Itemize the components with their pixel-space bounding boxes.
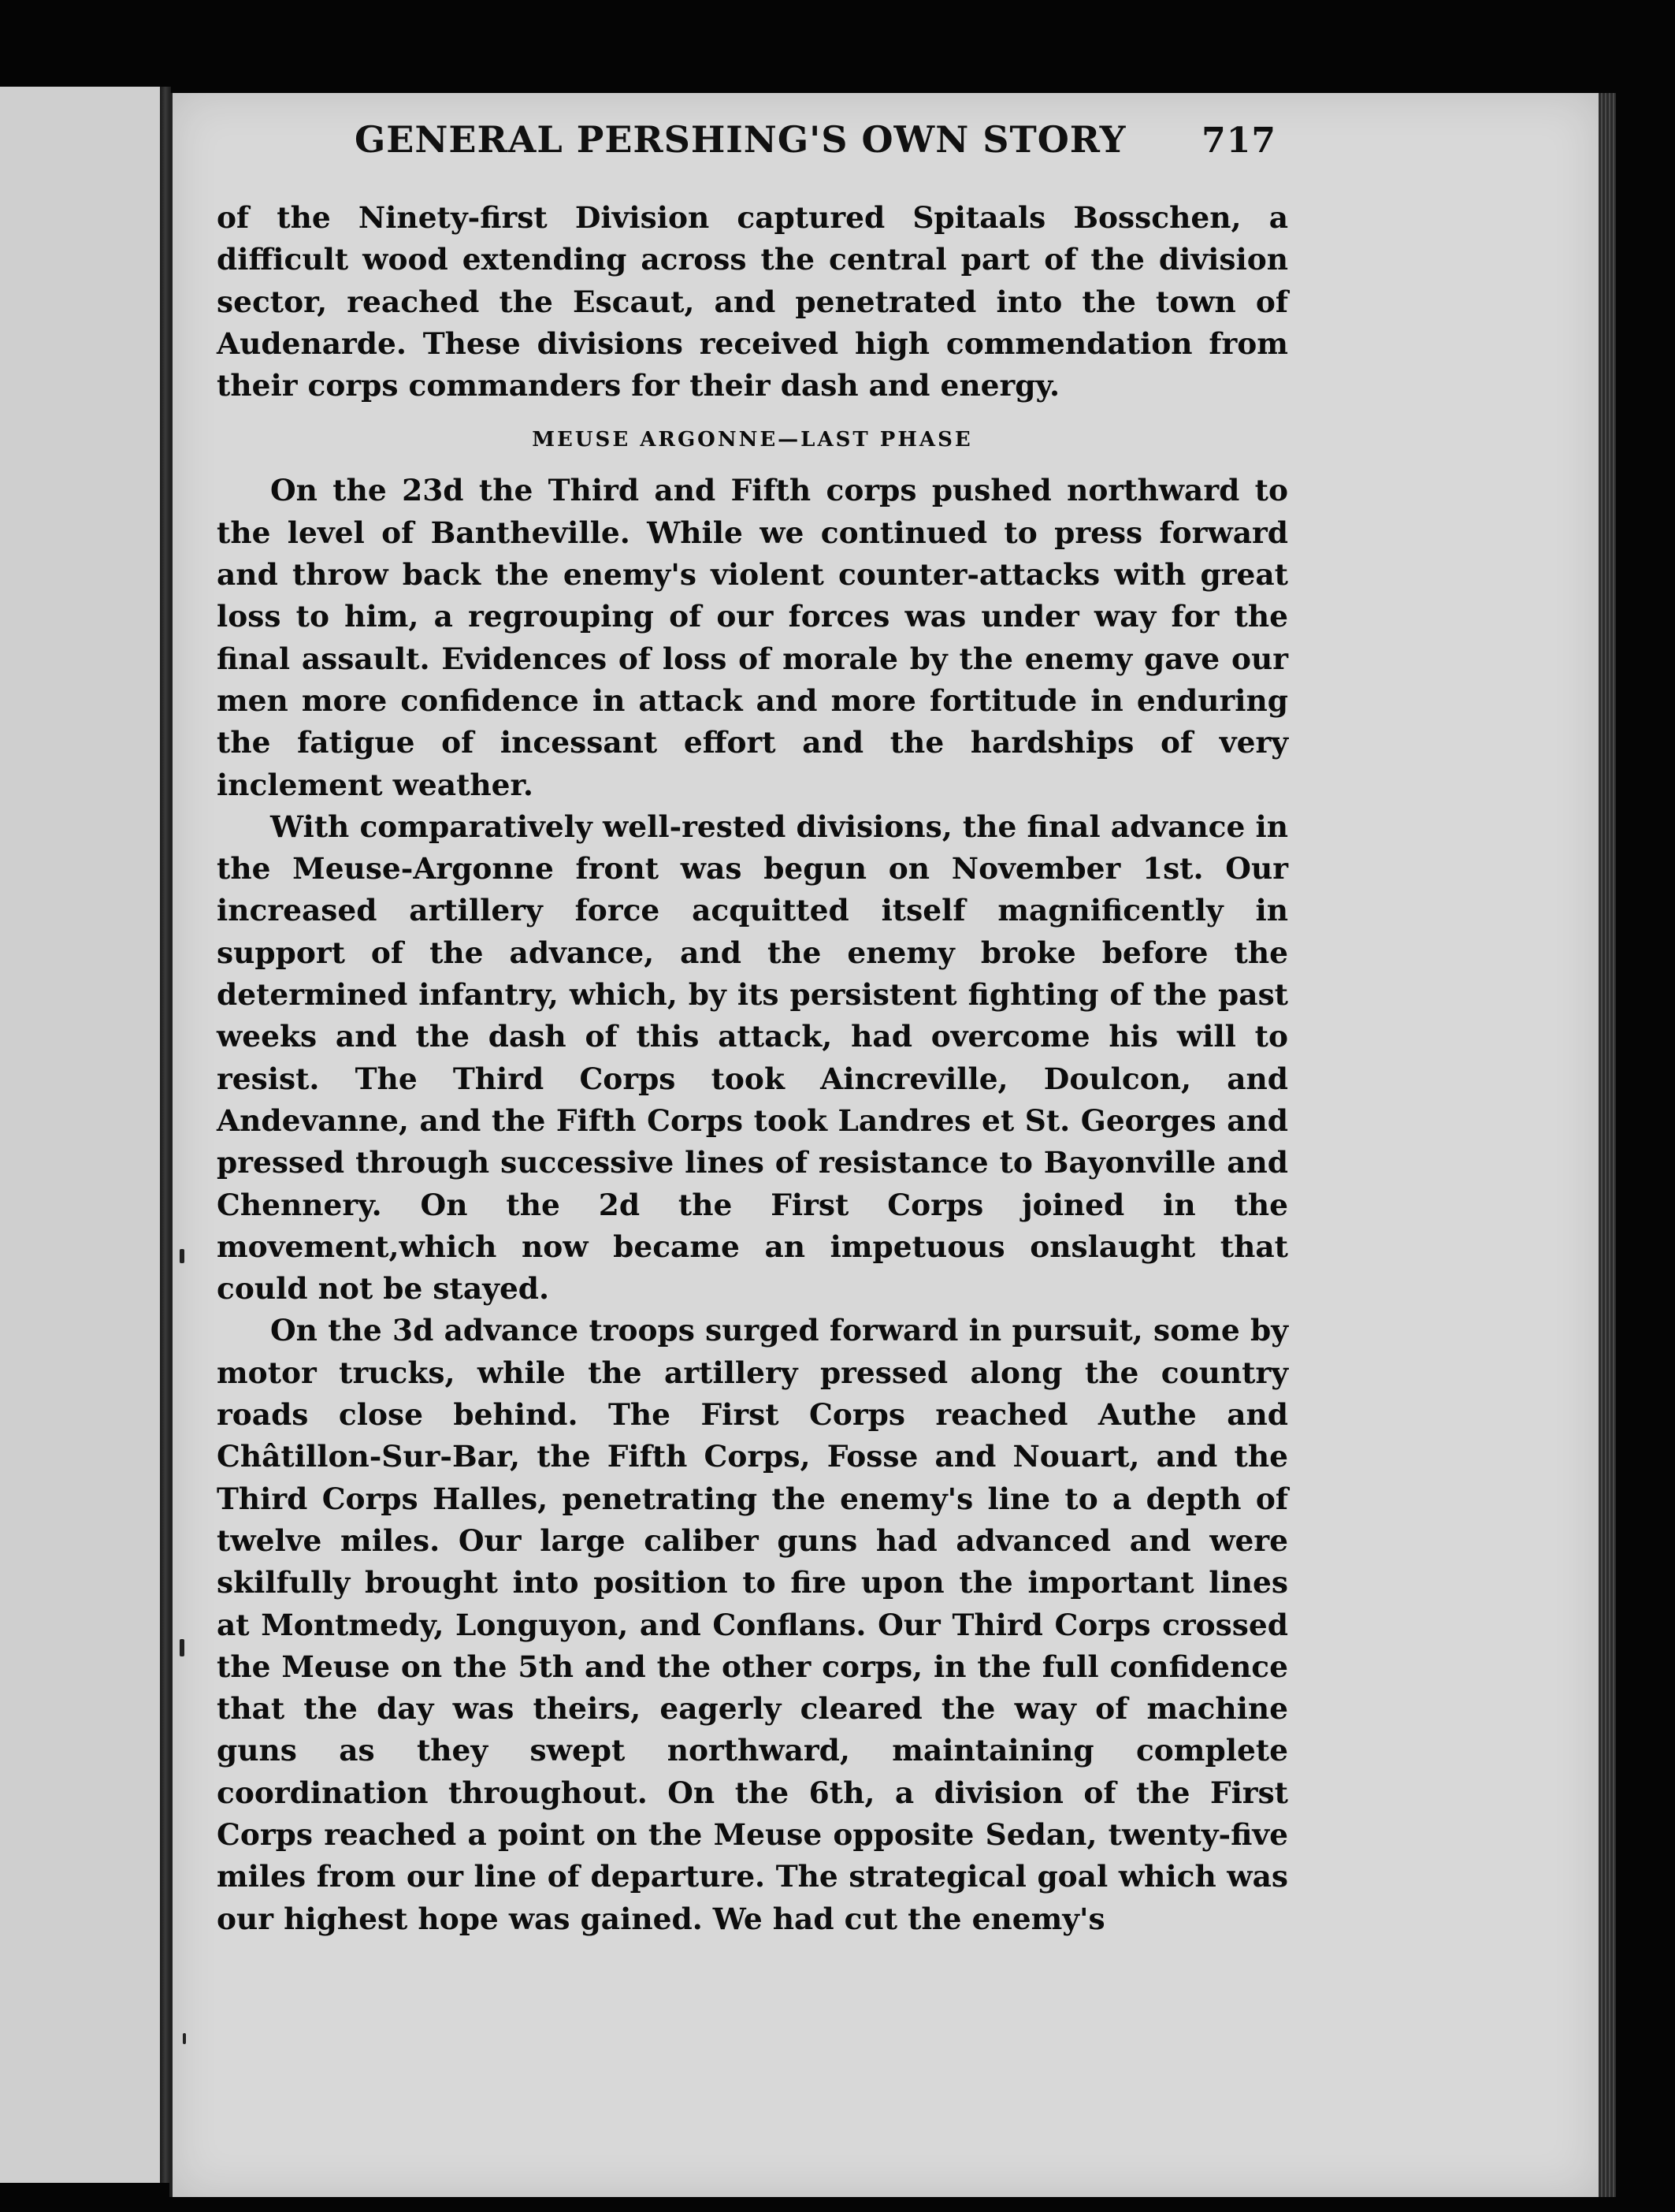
left-facing-page xyxy=(0,87,164,2183)
margin-mark xyxy=(180,1639,184,1656)
body-text xyxy=(217,197,1288,1940)
page-number: 717 xyxy=(1201,121,1276,161)
page-edge-stack xyxy=(1599,93,1616,2197)
paragraph-continuation: of the Ninety-first Division captured Spitaals Bosschen, a difficult wood extending across the central part of the division sector, reached the Escaut, and penetrated into the town of Audenarde. These divisions received high commendation from their corps commanders for their dash and energy. xyxy=(217,200,1288,403)
running-head-title: GENERAL PERSHING'S OWN STORY xyxy=(355,118,1127,161)
margin-mark xyxy=(180,1249,184,1263)
paragraph: On the 3d advance troops surged forward in pursuit, some by motor trucks, while the artillery pressed along the country roads close behind. The First Corps reached Authe and Châtillon-Sur-Bar, the Fifth Corps, Fosse and Nouart, and the Third Corps Halles, penetrating the enemy's line to a depth of twelve miles. Our large caliber guns had advanced and were skilfully brought into position to fire upon the important lines at Montmedy, Longuyon, and Conflans. Our Third Corps crossed the Meuse on the 5th and the other corps, in the full confidence that the day was theirs, eagerly cleared the way of machine guns as they swept northward, maintaining complete coordination throughout. On the 6th, a division of the First Corps reached a point on the Meuse opposite Sedan, twenty-five miles from our line of departure. The strategical goal which was our highest hope was gained. We had cut the enemy's xyxy=(217,1313,1288,1936)
margin-mark xyxy=(183,2033,186,2044)
paragraph: With comparatively well-rested divisions, the final advance in the Meuse-Argonne front was begun on November 1st. Our increased artillery force acquitted itself magnificently in support of the advance, and the enemy broke before the determined infantry, which, by its persistent fighting of the past weeks and the dash of this attack, had overcome his will to resist. The Third Corps took Aincreville, Doulcon, and Andevanne, and the Fifth Corps took Landres et St. Georges and pressed through successive lines of resistance to Bayonville and Chennery. On the 2d the First Corps joined in the movement,which now became an impetuous onslaught that could not be stayed. xyxy=(217,809,1288,1307)
paragraph: On the 23d the Third and Fifth corps pushed northward to the level of Bantheville. While we continued to press forward and throw back the enemy's violent counter-attacks with great loss to him, a regrouping of our forces was under way for the final assault. Evidences of loss of morale by the enemy gave our men more confidence in attack and more fortitude in enduring the fatigue of incessant effort and the hardships of very inclement weather. xyxy=(217,473,1288,802)
section-heading: MEUSE ARGONNE—LAST PHASE xyxy=(532,428,973,452)
running-head xyxy=(355,118,1276,161)
